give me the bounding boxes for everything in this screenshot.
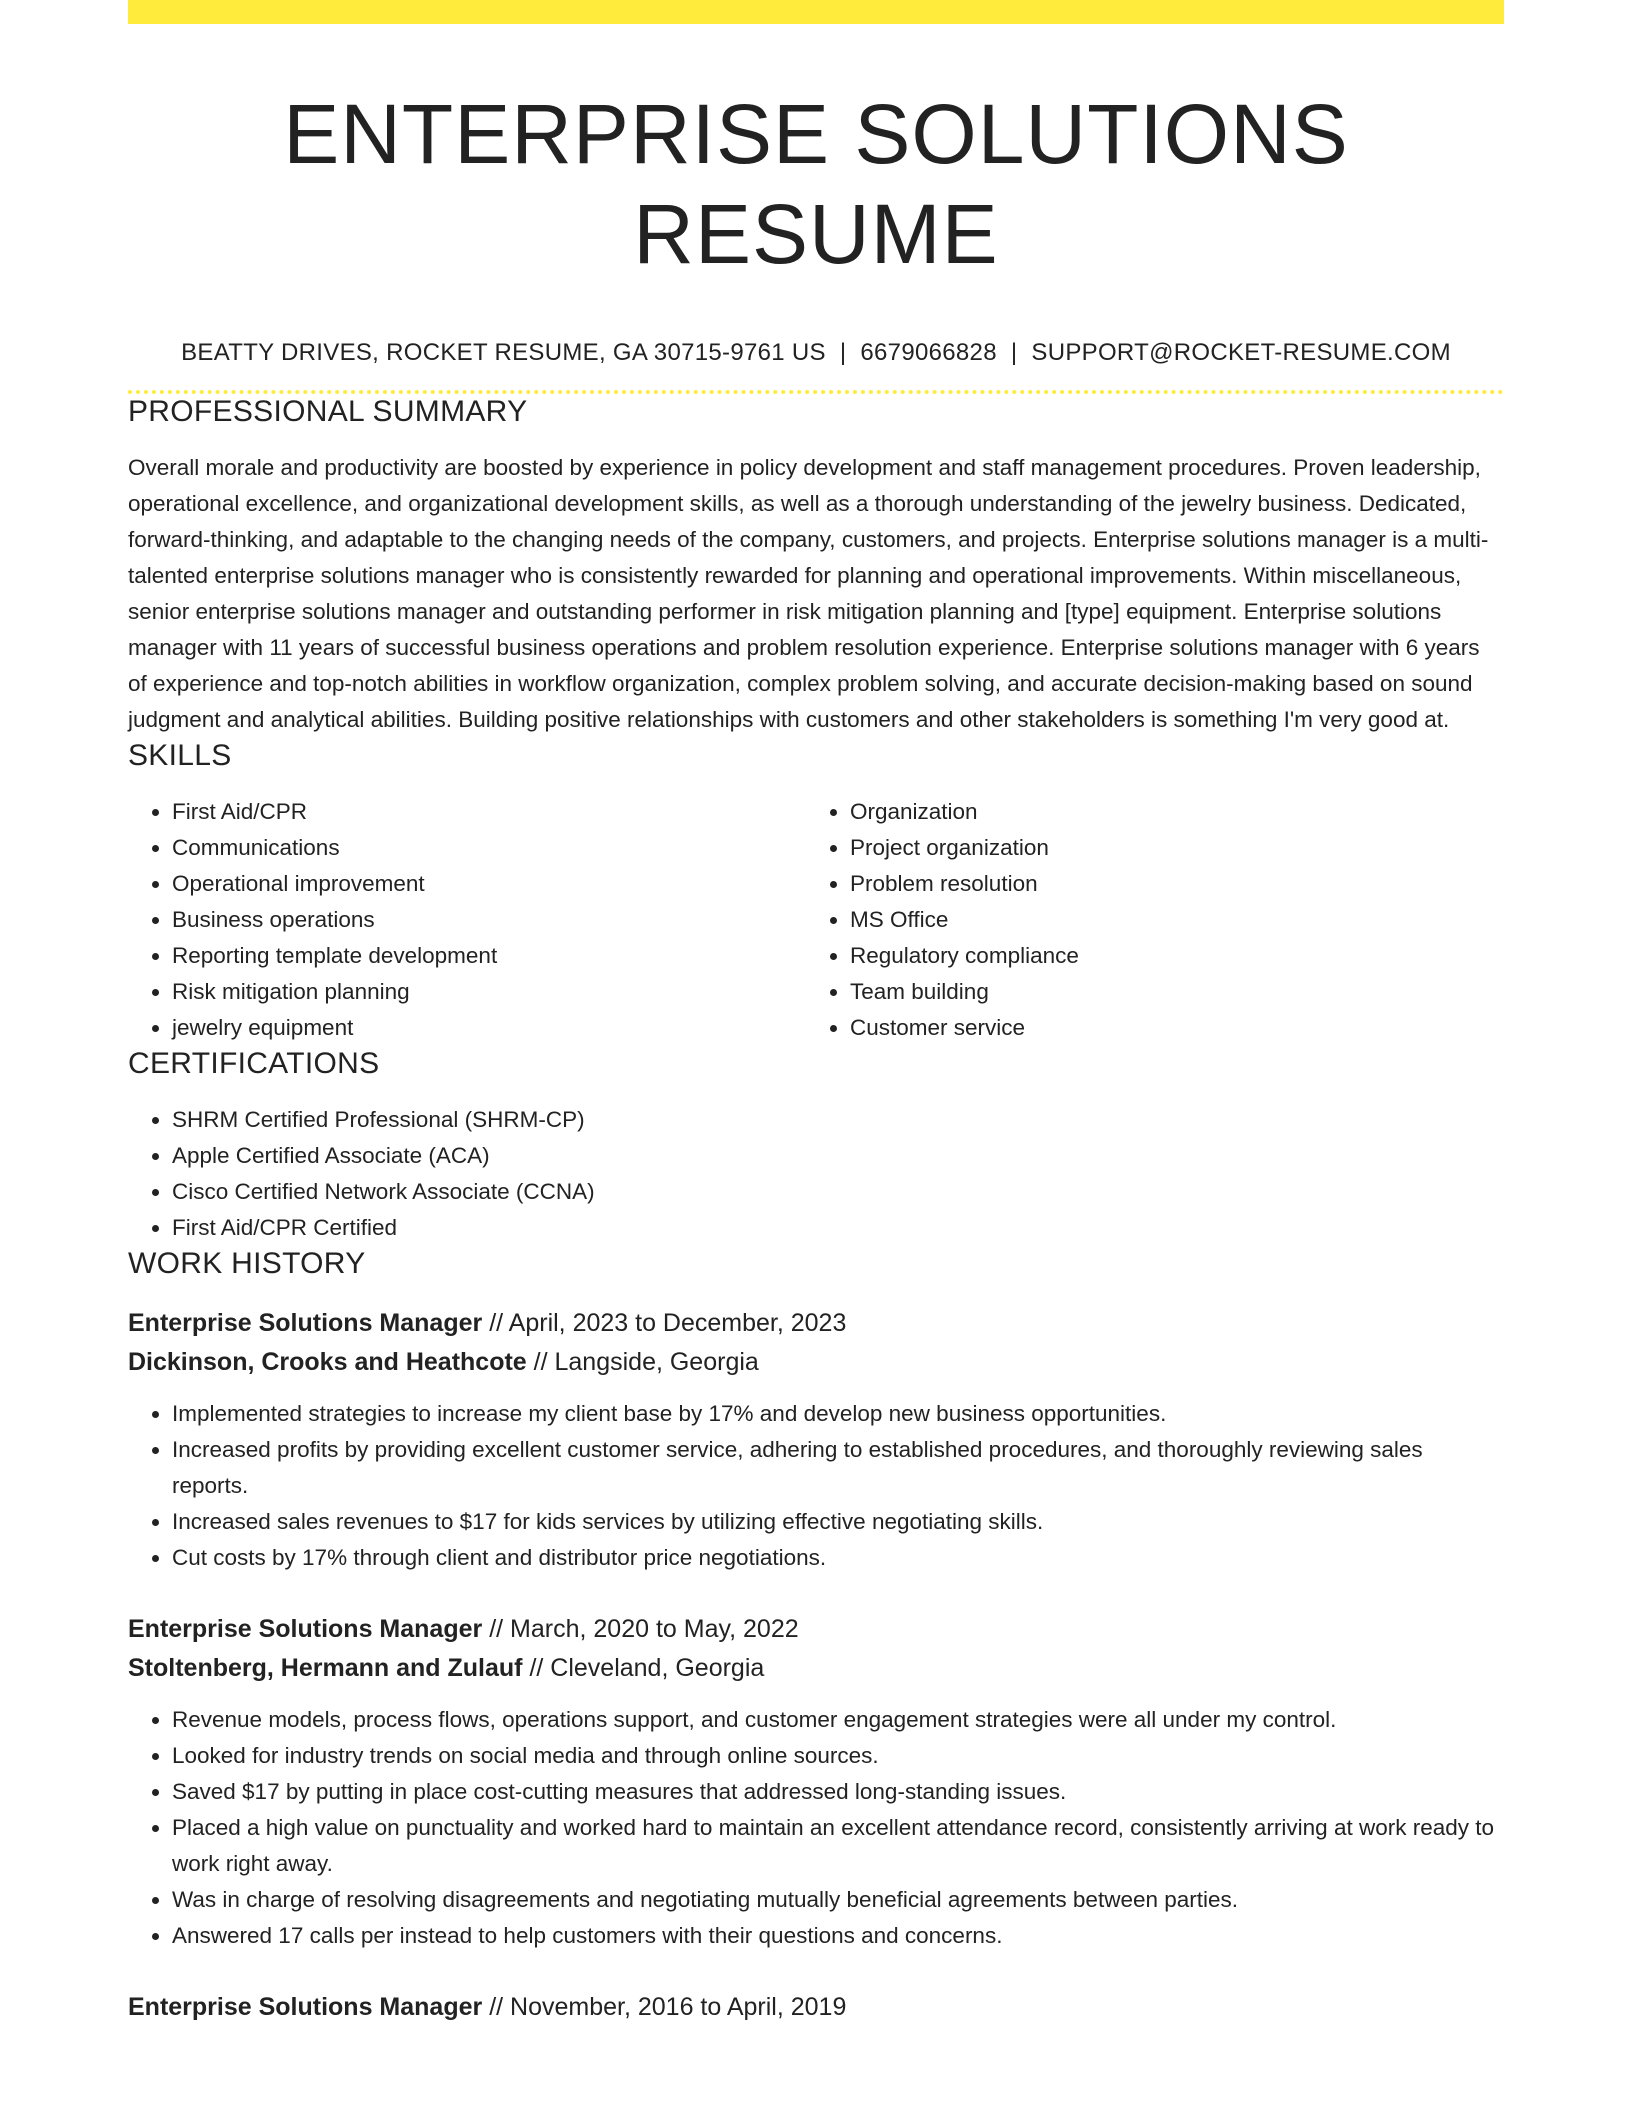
resume-page <box>128 0 1504 2027</box>
job-entry <box>128 1988 1504 2027</box>
skill-item: • Risk mitigation planning <box>172 974 806 1010</box>
skill-item: • Operational improvement <box>172 866 806 902</box>
job-dates: // November, 2016 to April, 2019 <box>489 1993 847 2021</box>
job-bullet: • Was in charge of resolving disagreements and negotiating mutually beneficial agreements between parties. <box>172 1882 1504 1918</box>
contact-address: BEATTY DRIVES, ROCKET RESUME, GA 30715-9761 US <box>181 339 826 366</box>
job-company-line <box>128 1649 1504 1688</box>
contact-line <box>128 338 1504 368</box>
contact-email: SUPPORT@ROCKET-RESUME.COM <box>1031 339 1451 366</box>
certifications-list <box>128 1102 1504 1246</box>
job-role: Enterprise Solutions Manager <box>128 1615 483 1643</box>
job-location: // Cleveland, Georgia <box>529 1654 765 1682</box>
skill-item: • Organization <box>850 794 1484 830</box>
contact-phone: 6679066828 <box>860 339 997 366</box>
job-bullet: • Looked for industry trends on social media and through online sources. <box>172 1738 1504 1774</box>
job-bullet: • Answered 17 calls per instead to help customers with their questions and concerns. <box>172 1918 1504 1954</box>
job-bullet: • Placed a high value on punctuality and worked hard to maintain an excellent attendance record, consistently arriving at work ready to work right away. <box>172 1810 1504 1882</box>
job-company: Dickinson, Crooks and Heathcote <box>128 1348 527 1376</box>
contact-separator: | <box>839 339 847 366</box>
job-bullets <box>128 1702 1504 1954</box>
job-location: // Langside, Georgia <box>533 1348 759 1376</box>
job-bullets <box>128 1396 1504 1576</box>
job-company: Stoltenberg, Hermann and Zulauf <box>128 1654 523 1682</box>
skills-heading: SKILLS <box>128 739 232 772</box>
skill-item: • jewelry equipment <box>172 1010 806 1046</box>
summary-heading: PROFESSIONAL SUMMARY <box>128 395 528 428</box>
job-bullet: • Implemented strategies to increase my client base by 17% and develop new business opportunities. <box>172 1396 1504 1432</box>
job-bullet: • Revenue models, process flows, operations support, and customer engagement strategies were all under my control. <box>172 1702 1504 1738</box>
job-bullet: • Cut costs by 17% through client and distributor price negotiations. <box>172 1540 1504 1576</box>
certification-item: • First Aid/CPR Certified <box>172 1210 1504 1246</box>
job-title-line <box>128 1610 1504 1649</box>
skills-column-left <box>128 794 806 1046</box>
job-title-line <box>128 1304 1504 1343</box>
job-bullet: • Increased sales revenues to $17 for kids services by utilizing effective negotiating skills. <box>172 1504 1504 1540</box>
work-history-heading: WORK HISTORY <box>128 1247 366 1280</box>
certification-item: • Cisco Certified Network Associate (CCNA) <box>172 1174 1504 1210</box>
skills-column-right <box>806 794 1484 1046</box>
skill-item: • Problem resolution <box>850 866 1484 902</box>
skill-item: • Team building <box>850 974 1484 1010</box>
contact-separator: | <box>1010 339 1018 366</box>
resume-title: ENTERPRISE SOLUTIONS RESUME <box>283 87 1349 281</box>
skill-item: • MS Office <box>850 902 1484 938</box>
job-bullet: • Saved $17 by putting in place cost-cutting measures that addressed long-standing issues. <box>172 1774 1504 1810</box>
summary-text: Overall morale and productivity are boosted by experience in policy development and staff management procedures. Proven leadership, operational excellence, and organizational development skills, as well as a thorough understanding of the jewelry business. Dedicated, forward-thinking, and adaptable to the changing needs of the company, customers, and projects. Enterprise solutions manager is a multi-talented enterprise solutions manager who is consistently rewarded for planning and operational improvements. Within miscellaneous, senior enterprise solutions manager and outstanding performer in risk mitigation planning and [type] equipment. Enterprise solutions manager with 11 years of successful business operations and problem resolution experience. Enterprise solutions manager with 6 years of experience and top-notch abilities in workflow organization, complex problem solving, and accurate decision-making based on sound judgment and analytical abilities. Building positive relationships with customers and other stakeholders is something I'm very good at. <box>128 455 1489 732</box>
job-company-line <box>128 1343 1504 1382</box>
skill-item: • Reporting template development <box>172 938 806 974</box>
job-title-line <box>128 1988 1504 2027</box>
job-dates: // April, 2023 to December, 2023 <box>489 1309 847 1337</box>
job-entry <box>128 1304 1504 1576</box>
job-entry <box>128 1610 1504 1954</box>
skill-item: • Customer service <box>850 1010 1484 1046</box>
skill-item: • Business operations <box>172 902 806 938</box>
skill-item: • Communications <box>172 830 806 866</box>
skill-item: • Project organization <box>850 830 1484 866</box>
job-role: Enterprise Solutions Manager <box>128 1993 483 2021</box>
certification-item: • SHRM Certified Professional (SHRM-CP) <box>172 1102 1504 1138</box>
job-role: Enterprise Solutions Manager <box>128 1309 483 1337</box>
certification-item: • Apple Certified Associate (ACA) <box>172 1138 1504 1174</box>
top-accent-bar <box>128 0 1504 24</box>
certifications-heading: CERTIFICATIONS <box>128 1047 380 1080</box>
job-dates: // March, 2020 to May, 2022 <box>489 1615 799 1643</box>
skill-item: • First Aid/CPR <box>172 794 806 830</box>
skill-item: • Regulatory compliance <box>850 938 1484 974</box>
job-bullet: • Increased profits by providing excellent customer service, adhering to established procedures, and thoroughly reviewing sales reports. <box>172 1432 1504 1504</box>
skills-list <box>128 794 1504 1046</box>
